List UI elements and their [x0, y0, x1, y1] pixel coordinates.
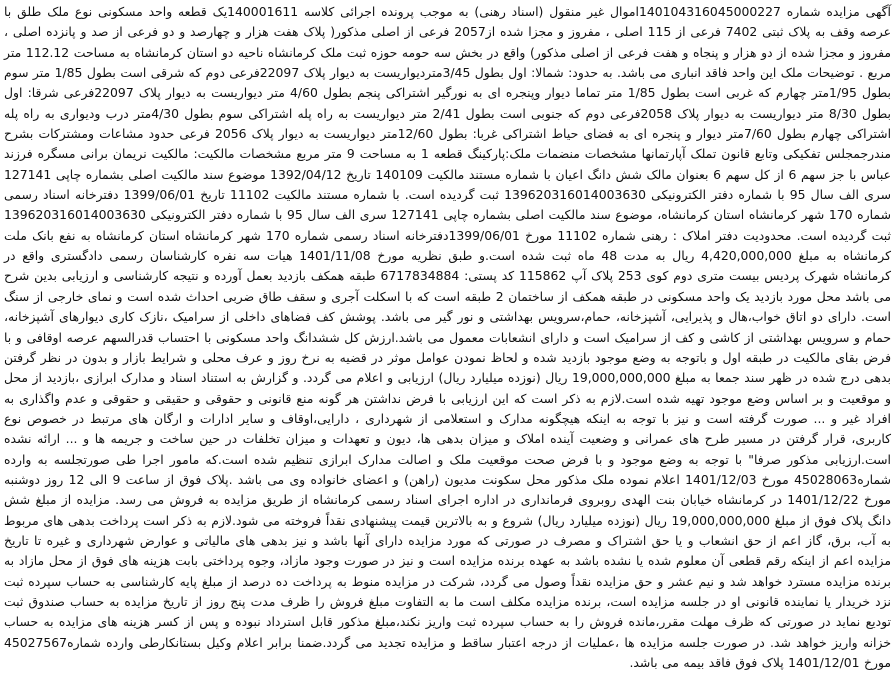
notice-body-text: آگهی مزایده شماره 140104316045000227اموال غیر منقول (اسناد رهنی) به موجب پرونده اجرائی کلاسه 140001611یک قطعه واحد مسکونی نوع ملک طلق با عرصه وقف به پلاک ثبتی 7402 فرعی از 115 اصلی ، مفروز و مجزا شده از2057 فرعی از اصلی مذکور( پلاک هفت هزار و چهارصد و دو فرعی از صد و پانزده اصلی ، مفروز و مجزا شده از دو هزار و پنجاه و هفت فرعی از اصلی مذکور) واقع در بخش سه حومه حوزه ثبت ملک کرمانشاه ناحیه دو استان کرمانشاه به مساحت 112.12 متر مربع . توضیحات ملک این واحد فاقد انباری می باشد. به حدود: شمالا: اول بطول 3/45متردیواریست به دیوار پلاک 22097فرعی دوم که شرقی است بطول 1/85 متر سوم بطول 1/95متر چهارم که غربی است بطول 1/85 متر تماما دیوار وپنجره ای به نورگیر اشتراکی پنجم بطول 4/60 متر دیواریست به دیوار پلاک 22097فرعی شرقا: اول بطول 8/30 متر دیواریست به دیوار پلاک 2058فرعی دوم که جنوبی است بطول 2/41 متر دیواریست به راه پله اشتراکی سوم بطول 4/30متر درب ودیواری به راه پله اشتراکی چهارم بطول 7/60متر دیوار و پنجره ای به فضای حیاط اشتراکی غربا: بطول 12/60متر دیواریست به دیوار پلاک 2056 فرعی حدود مشاعات ومشترکات بشرح مندرجمجلس تفکیکی وتابع قانون تملک آپارتمانها مشخصات منضمات ملک:پارکینگ قطعه 1 به مساحت 9 متر مربع مشخصات مالکیت: مالکیت نریمان برانی مسگره فرزند عباس با جز سهم 6 از کل سهم 6 بعنوان مالک شش دانگ اعیان با شماره مستند مالکیت 140109 تاریخ 1392/04/12 موضوع سند مالکیت اصلی بشماره چاپی 127141 سری الف سال 95 با شماره دفتر الکترونیکی 139620316014003630 ثبت گردیده است. با شماره مستند مالکیت 11102 تاریخ 1399/06/01 دفترخانه اسناد رسمی شماره 170 شهر کرمانشاه استان کرمانشاه، موضوع سند مالکیت اصلی بشماره چاپی 127141 سری الف سال 95 با شماره دفتر الکترونیکی 139620316014003630 ثبت گردیده است. محدودیت دفتر املاک : رهنی شماره 11102 مورخ 1399/06/01دفترخانه اسناد رسمی شماره 170 شهر کرمانشاه استان کرمانشاه به نفع بانک ملت کرمانشاه به مبلغ 4,420,000,000 ریال به مدت 48 ماه ثبت شده است.و طبق نظریه مورخ 1401/11/08 هیات سه نفره کارشناسان رسمی دادگستری واقع در کرمانشاه شهرک پردیس بیست متری دوم کوی 253 پلاک آپ 115862 کد پستی: 6717834884 طبقه همکف بازدید بعمل آورده و نتیجه کارشناسی و ارزیابی بدین شرح می باشد محل مورد بازدید یک واحد مسکونی در طبقه همکف از ساختمان 2 طبقه است که با اسکلت آجری و سقف طاق ضربی احداث شده است و نمای خارجی از سنگ است. دارای دو اتاق خواب،هال و پذیرایی، آشپزخانه، حمام،سرویس بهداشتی و نور گیر می باشد. پوشش کف فضاهای داخلی از سرامیک ،نازک کاری دیوارهای آشپزخانه، حمام و سرویس بهداشتی از کاشی و کف از سرامیک است و دارای انشعابات معمول می باشد.ارزش کل ششدانگ واحد مسکونی با احتساب قدرالسهم عرصه اوقافی و با فرض بقای مالکیت در طبقه اول و باتوجه به وضع موجود بازدید شده و لحاظ نمودن عوامل موثر در قضیه به نرخ روز و عرف محلی و شرایط بازار و بدون در نظر گرفتن بدهی درج شده در ظهر سند جمعا به مبلغ 19,000,000,000 ریال (نوزده میلیارد ریال) ارزیابی و اعلام می گردد. و گزارش به استناد اسناد و مدارک ابرازی ،بازدید از محل و موقعیت و بر اساس وضع موجود تهیه شده است.لازم به ذکر است که این ارزیابی با فرض نداشتن هر گونه منع قانونی و حقوقی و حقیقی و حقوقی و عدم واگذاری به افراد غیر و ... صورت گرفته است و نیز با توجه به اینکه هیچگونه مدارک و استعلامی از شهرداری ، دارایی،اوقاف و سایر ادارات و ارگان های مرتبط در خصوص نوع کاربری، قرار گرفتن در مسیر طرح های عمرانی و وضعیت آینده املاک و میزان بدهی ها، دیون و تعهدات و میزان تخلفات در حین ساخت و جریمه ها و ... ارائه نشده است.ارزیابی مذکور صرفا" با توجه به وضع موجود و با فرض صحت موقعیت ملک و اصالت مدارک ابرازی تنظیم شده است.که مامور اجرا طی صورتجلسه به وارده شماره45028063 مورخ 1401/12/03 اعلام نموده ملک مذکور محل سکونت مدیون (راهن) و اعضای خانواده وی می باشد .پلاک فوق از ساعت 9 الی 12 روز دوشنبه مورخ 1401/12/22 در کرمانشاه خیابان بنت الهدی روبروی فرمانداری در اداره اجرای اسناد رسمی کرمانشاه از طریق مزایده به فروش می رسد. مزایده از مبلغ شش دانگ پلاک فوق از مبلغ 19,000,000,000 ریال (نوزده میلیارد ریال) شروع و به بالاترین قیمت پیشنهادی نقداً فروخته می شود.لازم به ذکر است پرداخت بدهی های مربوط به آب، برق، گاز اعم از حق انشعاب و یا حق اشتراک و مصرف در صورتی که مورد مزایده دارای آنها باشد و نیز بدهی های مالیاتی و عوارض شهرداری و غیره تا تاریخ مزایده اعم از اینکه رقم قطعی آن معلوم شده یا نشده باشد به عهده برنده مزایده است و نیز در صورت وجود مازاد، وجوه پرداختی بابت هزینه های فوق از محل مازاد به برنده مزایده مسترد خواهد شد و نیم عشر و حق مزایده نقداً وصول می گردد، شرکت در مزایده منوط به پرداخت ده درصد از مبلغ پایه کارشناسی به حساب سپرده ثبت نزد خریدار یا نماینده قانونی او در جلسه مزایده است، برنده مزایده مکلف است ما به التفاوت مبلغ فروش را ظرف مدت پنج روز از تاریخ مزایده به حساب صندوق ثبت تودیع نماید در صورتی که ظرف مهلت مقرر،مانده فروش را به حساب سپرده ثبت واریز نکند،مبلغ مذکور قابل استرداد نبوده و پس از کسر هزینه های مزایده به حساب خزانه واریز خواهد شد. در صورت جلسه مزایده ها ،عملیات از درجه اعتبار ساقط و مزایده تجدید می گردد.ضمنا برابر اعلام وکیل بستانکارطی وارده شماره45027567 مورخ 1401/12/01 پلاک فوق فاقد بیمه می باشد. [4, 4, 892, 670]
